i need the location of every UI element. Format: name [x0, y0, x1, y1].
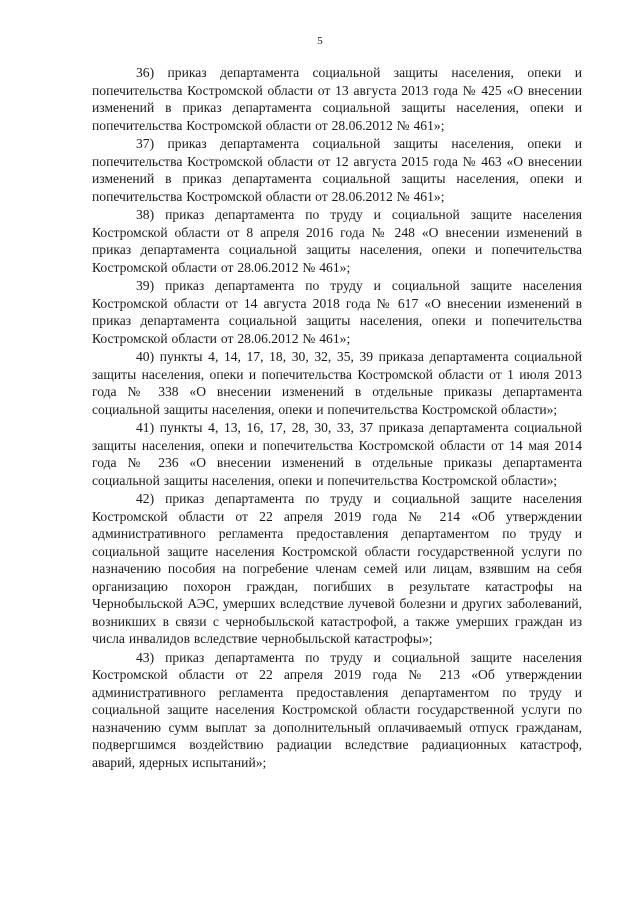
document-body [92, 64, 582, 772]
list-item: 38) приказ департамента по труду и социальной защите населения Костромской области от 8 апреля 2016 года № 248 «О внесении изменений в приказ департамента социальной защиты населения, опеки и попечительства Костромской области от 28.06.2012 № 461»; [92, 207, 582, 275]
list-item: 42) приказ департамента по труду и социальной защите населения Костромской области от 22 апреля 2019 года № 214 «Об утверждении административного регламента предоставления департаментом по труду и социальной защите населения Костромской области государственной услуги по назначению пособия на погребение членам семей или лицам, взявшим на себя организацию похорон граждан, погибших в результате катастрофы на Чернобыльской АЭС, умерших вследствие лучевой болезни и других заболеваний, возникших в связи с чернобыльской катастрофой, а также умерших граждан из числа инвалидов вследствие чернобыльской катастрофы»; [92, 491, 582, 646]
list-item: 36) приказ департамента социальной защиты населения, опеки и попечительства Костромской области от 13 августа 2013 года № 425 «О внесении изменений в приказ департамента социальной защиты населения, опеки и попечительства Костромской области от 28.06.2012 № 461»; [92, 65, 582, 133]
list-item: 41) пункты 4, 13, 16, 17, 28, 30, 33, 37 приказа департамента социальной защиты населения, опеки и попечительства Костромской области от 14 мая 2014 года № 236 «О внесении изменений в отдельные приказы департамента социальной защиты населения, опеки и попечительства Костромской области»; [92, 420, 582, 488]
list-item: 40) пункты 4, 14, 17, 18, 30, 32, 35, 39 приказа департамента социальной защиты населения, опеки и попечительства Костромской области от 1 июля 2013 года № 338 «О внесении изменений в отдельные приказы департамента социальной защиты населения, опеки и попечительства Костромской области»; [92, 349, 582, 417]
page-number: 5 [317, 35, 323, 47]
list-item: 43) приказ департамента по труду и социальной защите населения Костромской области от 22 апреля 2019 года № 213 «Об утверждении административного регламента предоставления департаментом по труду и социальной защите населения Костромской области государственной услуги по назначению сумм выплат за дополнительный оплачиваемый отпуск гражданам, подвергшимся воздействию радиации вследствие радиационных катастроф, аварий, ядерных испытаний»; [92, 649, 582, 770]
list-item: 39) приказ департамента по труду и социальной защите населения Костромской области от 14 августа 2018 года № 617 «О внесении изменений в приказ департамента социальной защиты населения, опеки и попечительства Костромской области от 28.06.2012 № 461»; [92, 278, 582, 346]
list-item: 37) приказ департамента социальной защиты населения, опеки и попечительства Костромской области от 12 августа 2015 года № 463 «О внесении изменений в приказ департамента социальной защиты населения, опеки и попечительства Костромской области от 28.06.2012 № 461»; [92, 136, 582, 204]
